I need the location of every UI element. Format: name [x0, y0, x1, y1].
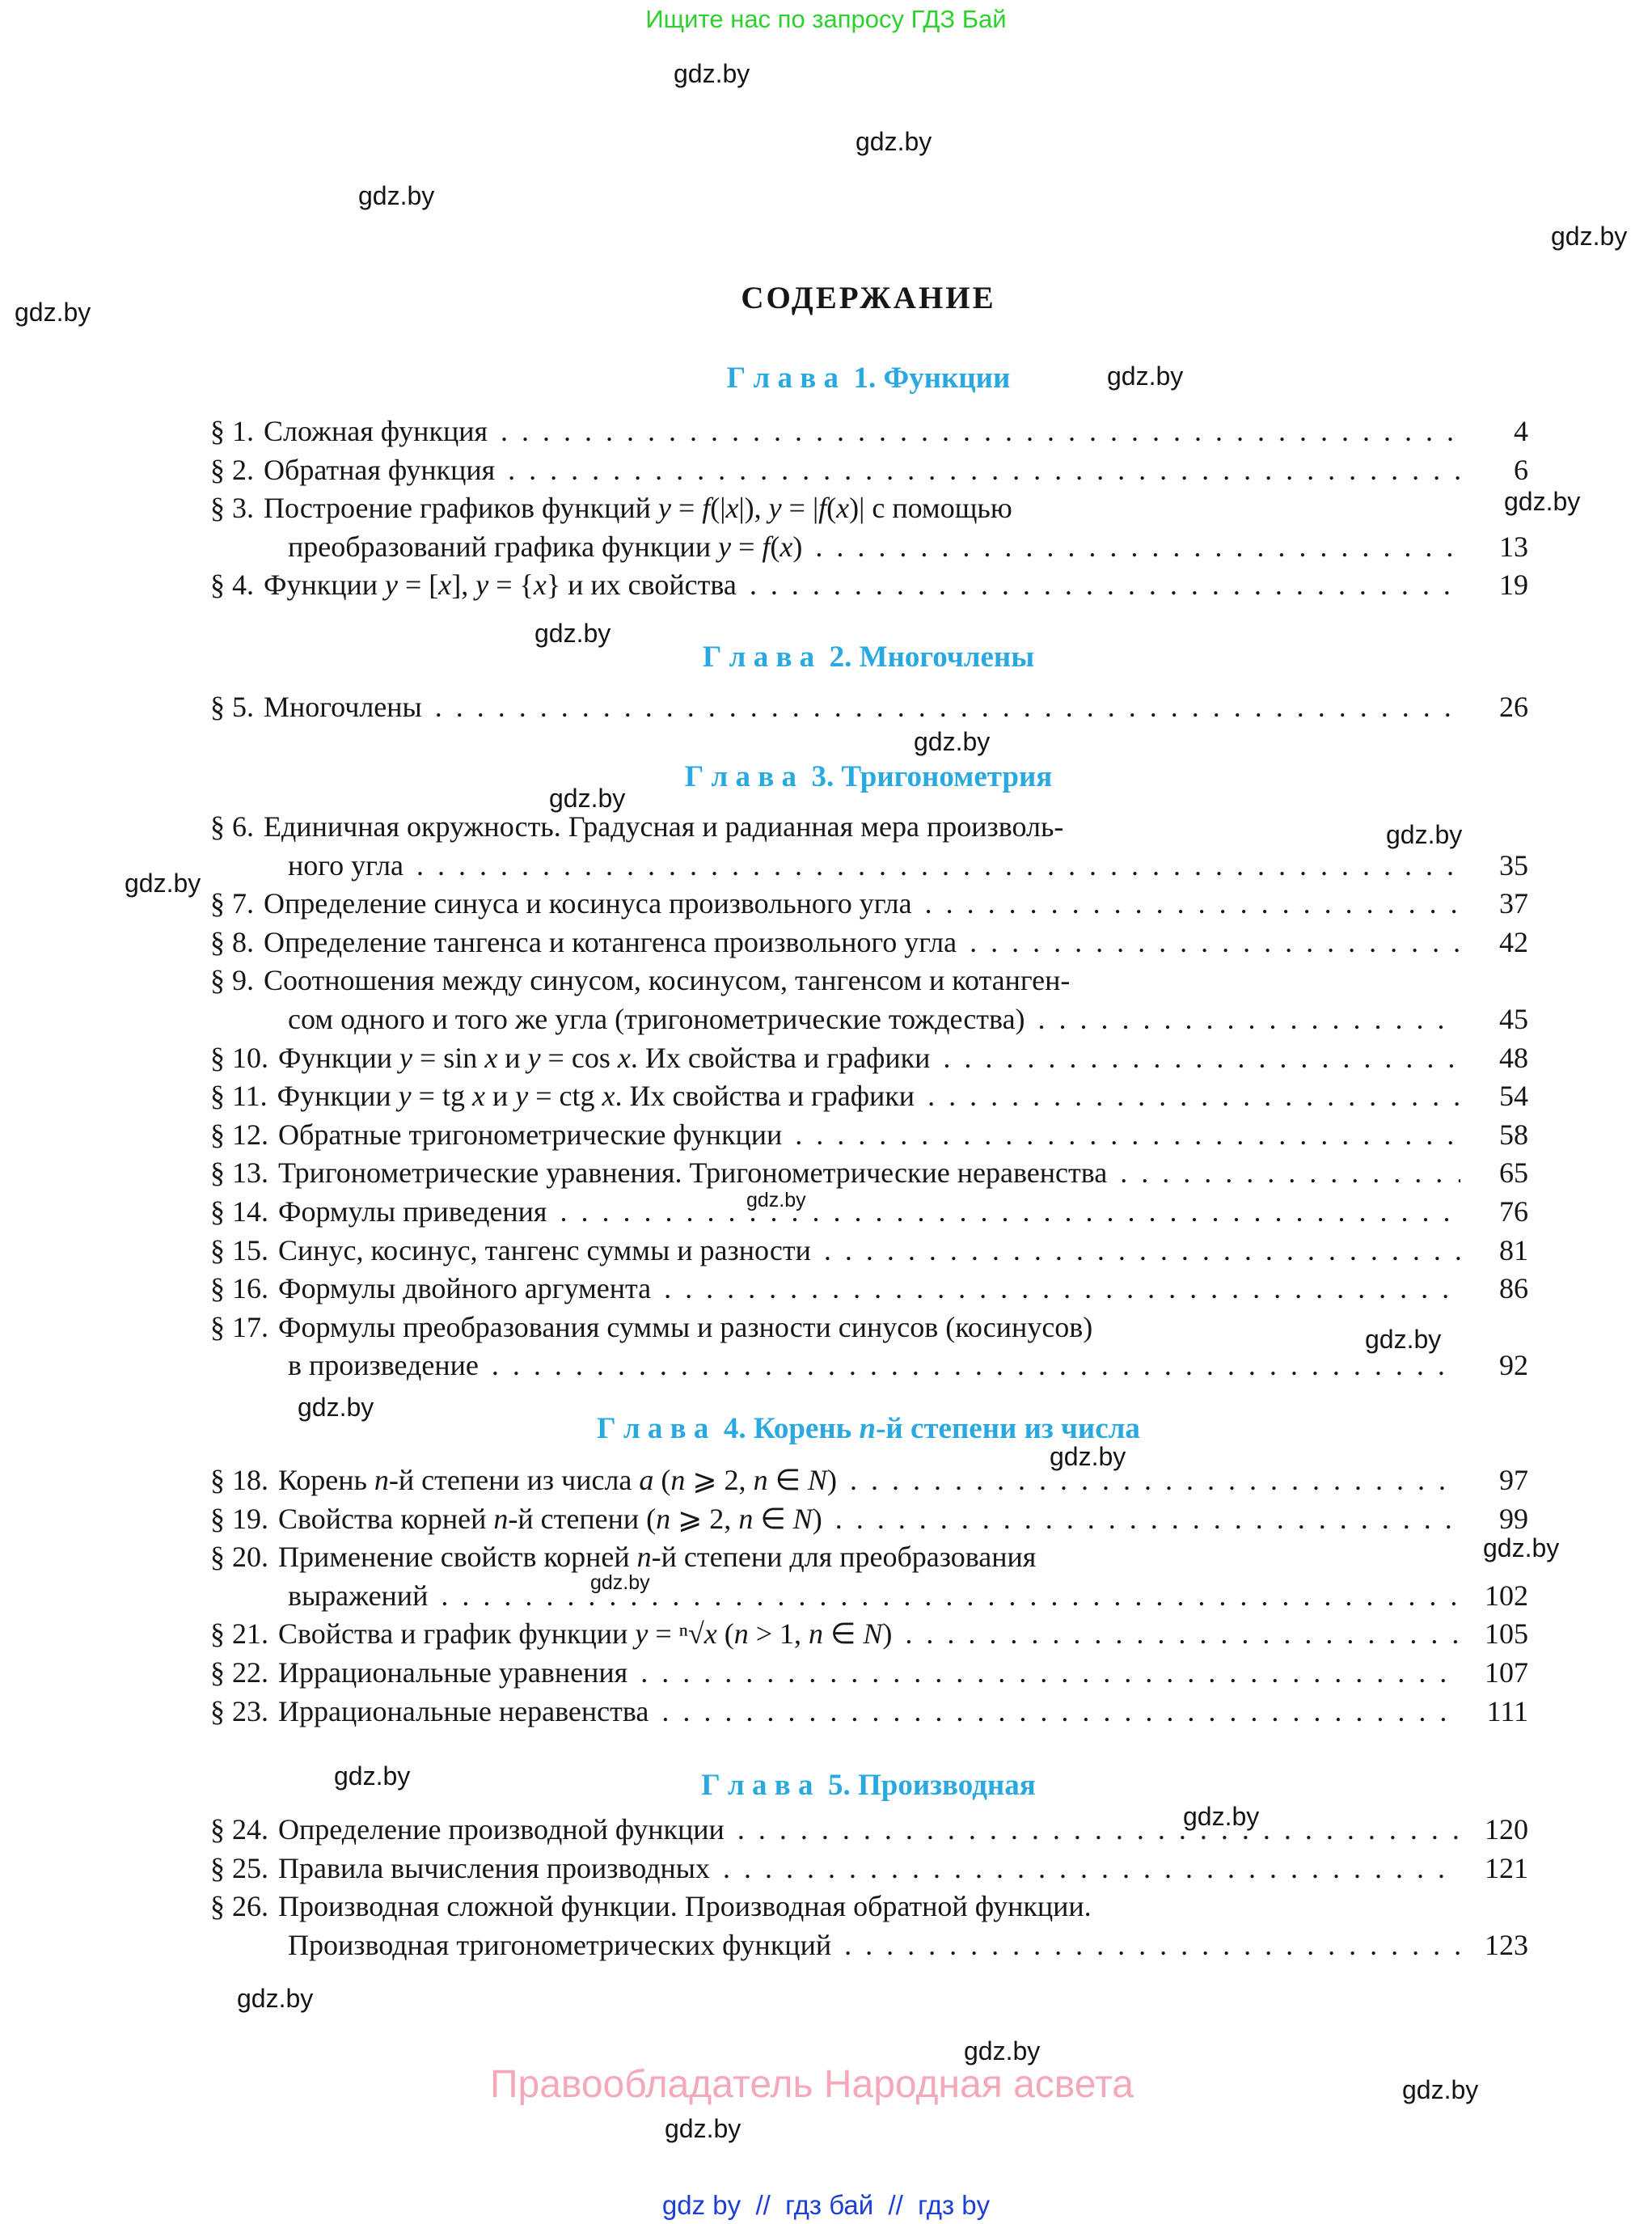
entry-title: Синус, косинус, тангенс суммы и разности	[278, 1233, 811, 1266]
toc-entry-line	[210, 1232, 1528, 1271]
dot-leader	[640, 1654, 1460, 1693]
entry-page: 37	[1499, 887, 1528, 920]
dot-leader	[1120, 1154, 1460, 1193]
watermark-gdz: gdz.by	[1050, 1442, 1126, 1471]
entry-title: Соотношения между синусом, косинусом, тангенсом и котанген-	[264, 964, 1071, 997]
entry-number: § 3.	[210, 492, 254, 525]
watermark-gdz: gdz.by	[665, 2114, 741, 2143]
entry-number: § 21.	[210, 1617, 268, 1651]
footer-links[interactable]: gdz by // гдз бай // гдз by	[661, 2190, 991, 2220]
entry-number: § 26.	[210, 1890, 268, 1923]
toc-entry-line	[210, 962, 1528, 1000]
toc-entry-line	[210, 566, 1528, 605]
entry-title: Функции y = tg x и y = ctg x. Их свойства и графики	[277, 1080, 915, 1113]
chapter-heading: Г л а в а 3. Тригонометрия	[684, 760, 1053, 793]
watermark-gdz: gdz.by	[1183, 1802, 1260, 1831]
watermark-gdz: gdz.by	[125, 869, 201, 898]
toc-entry-line	[210, 1116, 1528, 1155]
entry-page: 54	[1499, 1080, 1528, 1113]
toc-entry-line	[210, 1577, 1528, 1616]
entry-page: 19	[1499, 569, 1528, 602]
entry-number: § 22.	[210, 1655, 268, 1689]
entry-number: § 18.	[210, 1464, 268, 1496]
toc-entry-line	[210, 847, 1528, 886]
entry-number: § 6.	[210, 810, 254, 843]
entry-page: 81	[1499, 1233, 1528, 1266]
entry-title: Производная тригонометрических функций	[288, 1928, 832, 1961]
toc-entry-line	[210, 1309, 1528, 1347]
dot-leader	[943, 1039, 1460, 1078]
chapter-entries	[210, 1811, 1528, 1964]
toc-entry-line	[210, 1693, 1528, 1731]
entry-number: § 16.	[210, 1272, 268, 1305]
dot-leader	[1038, 1000, 1460, 1039]
dot-leader	[835, 1500, 1460, 1539]
entry-title: Тригонометрические уравнения. Тригонометрические неравенства	[278, 1156, 1108, 1190]
entry-number: § 20.	[210, 1541, 268, 1574]
toc-entry-line	[210, 1039, 1528, 1078]
dot-leader	[925, 885, 1460, 924]
entry-title: Обратные тригонометрические функции	[278, 1118, 783, 1151]
chapter-entries	[210, 1461, 1528, 1731]
dot-leader	[508, 451, 1460, 490]
entry-title: Единичная окружность. Градусная и радианная мера произволь-	[264, 810, 1064, 843]
entry-number: § 19.	[210, 1502, 268, 1535]
chapter-entries	[210, 808, 1528, 1385]
entry-title: Формулы двойного аргумента	[278, 1272, 652, 1305]
toc-entry-line	[210, 1926, 1528, 1965]
watermark-gdz: gdz.by	[1107, 362, 1184, 391]
entry-page: 99	[1499, 1502, 1528, 1535]
entry-number: § 11.	[210, 1080, 268, 1113]
entry-number: § 25.	[210, 1851, 268, 1884]
entry-title: Определение тангенса и котангенса произвольного угла	[264, 925, 957, 958]
entry-title: Функции y = sin x и y = cos x. Их свойства и графики	[278, 1041, 931, 1074]
watermark-gdz: gdz.by	[746, 1189, 806, 1211]
entry-page: 86	[1499, 1272, 1528, 1305]
chapter-entries	[210, 412, 1528, 605]
entry-number: § 2.	[210, 453, 254, 486]
chapter-heading: Г л а в а 4. Корень n-й степени из числа	[597, 1412, 1140, 1445]
dot-leader	[435, 688, 1460, 727]
dot-leader	[844, 1926, 1460, 1965]
watermark-gdz: gdz.by	[237, 1984, 314, 2013]
entry-page: 111	[1486, 1694, 1528, 1727]
watermark-gdz: gdz.by	[334, 1761, 411, 1791]
toc-entry-line	[210, 1000, 1528, 1039]
entry-title: Корень n-й степени из числа a (n ⩾ 2, n ∈ N)	[278, 1464, 837, 1496]
watermark-gdz: gdz.by	[964, 2036, 1041, 2065]
entry-title: Формулы преобразования суммы и разности синусов (косинусов)	[278, 1310, 1093, 1343]
entry-number: § 12.	[210, 1118, 268, 1151]
entry-page: 45	[1499, 1002, 1528, 1035]
entry-title: Многочлены	[264, 691, 422, 723]
entry-number: § 15.	[210, 1233, 268, 1266]
entry-page: 107	[1485, 1655, 1528, 1689]
toc-entry-line	[210, 1811, 1528, 1850]
entry-title: в произведение	[288, 1349, 479, 1382]
entry-title: Иррациональные уравнения	[278, 1655, 628, 1689]
entry-number: § 1.	[210, 415, 254, 447]
entry-page: 26	[1499, 691, 1528, 723]
dot-leader	[905, 1615, 1460, 1654]
chapter-heading: Г л а в а 1. Функции	[726, 362, 1011, 395]
entry-page: 35	[1499, 848, 1528, 882]
entry-page: 13	[1499, 530, 1528, 563]
entry-number: § 24.	[210, 1813, 268, 1846]
entry-number: § 10.	[210, 1041, 268, 1074]
entry-number: § 13.	[210, 1156, 268, 1190]
entry-number: § 9.	[210, 964, 254, 997]
entry-page: 121	[1485, 1851, 1528, 1884]
toc-entry-line	[210, 528, 1528, 567]
watermark-gdz: gdz.by	[1365, 1325, 1442, 1354]
entry-page: 102	[1485, 1579, 1528, 1612]
entry-title: Иррациональные неравенства	[278, 1694, 649, 1727]
entry-page: 42	[1499, 925, 1528, 958]
entry-title: Определение синуса и косинуса произвольного угла	[264, 887, 912, 920]
watermark-gdz: gdz.by	[1504, 487, 1581, 516]
watermark-gdz: gdz.by	[590, 1571, 650, 1594]
toc-entry-line	[210, 688, 1528, 727]
dot-leader	[750, 566, 1460, 605]
entry-page: 123	[1485, 1928, 1528, 1961]
watermark-gdz: gdz.by	[534, 619, 611, 648]
entry-number: § 7.	[210, 887, 254, 920]
toc-entry-line	[210, 1270, 1528, 1309]
entry-title: Правила вычисления производных	[278, 1851, 710, 1884]
toc-entry-line	[210, 885, 1528, 924]
promo-banner: Ищите нас по запросу ГДЗ Бай	[645, 5, 1007, 33]
dot-leader	[927, 1077, 1460, 1116]
entry-title: Сложная функция	[264, 415, 488, 447]
entry-title: ного угла	[288, 848, 404, 882]
entry-page: 120	[1485, 1813, 1528, 1846]
dot-leader	[824, 1232, 1460, 1271]
entry-title: Функции y = [x], y = {x} и их свойства	[264, 569, 737, 602]
entry-title: Определение производной функции	[278, 1813, 725, 1846]
entry-page: 65	[1499, 1156, 1528, 1190]
entry-title: сом одного и того же угла (тригонометрические тождества)	[288, 1002, 1025, 1035]
watermark-gdz: gdz.by	[15, 298, 91, 327]
entry-title: преобразований графика функции y = f(x)	[288, 530, 803, 563]
entry-title: Производная сложной функции. Производная обратной функции.	[278, 1890, 1092, 1923]
entry-page: 92	[1499, 1349, 1528, 1382]
toc-entry-line	[210, 1347, 1528, 1385]
entry-page: 48	[1499, 1041, 1528, 1074]
watermark-gdz: gdz.by	[1386, 820, 1463, 849]
toc-entry-line	[210, 1154, 1528, 1193]
copyright-line: Правообладатель Народная асвета	[490, 2063, 1134, 2106]
dot-leader	[737, 1811, 1460, 1850]
toc-entry-line	[210, 808, 1528, 847]
dot-leader	[661, 1693, 1460, 1731]
toc-entry-line	[210, 1193, 1528, 1232]
toc-entry-line	[210, 1077, 1528, 1116]
chapter-entries	[210, 688, 1528, 727]
entry-page: 76	[1499, 1194, 1528, 1228]
toc-entry-line	[210, 1538, 1528, 1577]
dot-leader	[492, 1347, 1460, 1385]
watermark-gdz: gdz.by	[1551, 222, 1628, 251]
dot-leader	[664, 1270, 1460, 1309]
entry-number: § 4.	[210, 569, 254, 602]
entry-number: § 14.	[210, 1194, 268, 1228]
watermark-gdz: gdz.by	[358, 181, 435, 210]
chapter-heading: Г л а в а 2. Многочлены	[702, 641, 1035, 674]
watermark-gdz: gdz.by	[856, 127, 932, 156]
entry-number: § 17.	[210, 1310, 268, 1343]
entry-page: 6	[1514, 453, 1528, 486]
toc-entry-line	[210, 1500, 1528, 1539]
dot-leader	[501, 412, 1460, 451]
entry-title: Формулы приведения	[278, 1194, 547, 1228]
toc-entry-line	[210, 412, 1528, 451]
watermark-gdz: gdz.by	[914, 727, 991, 756]
entry-title: Обратная функция	[264, 453, 496, 486]
toc-entry-line	[210, 1615, 1528, 1654]
entry-title: Построение графиков функций y = f(|x|), y = |f(x)| с помощью	[264, 492, 1012, 525]
entry-title: Применение свойств корней n-й степени для преобразования	[278, 1541, 1037, 1574]
toc-entry-line	[210, 1850, 1528, 1888]
dot-leader	[815, 528, 1460, 567]
page-title: СОДЕРЖАНИЕ	[741, 281, 996, 315]
watermark-gdz: gdz.by	[549, 784, 626, 813]
entry-title: Свойства корней n-й степени (n ⩾ 2, n ∈ N)	[278, 1502, 822, 1535]
toc-entry-line	[210, 489, 1528, 528]
entry-page: 105	[1485, 1617, 1528, 1651]
toc-entry-line	[210, 451, 1528, 490]
entry-title: Свойства и график функции y = ⁿ√x (n > 1, n ∈ N)	[278, 1617, 893, 1651]
toc-entry-line	[210, 1654, 1528, 1693]
toc-entry-line	[210, 1888, 1528, 1926]
dot-leader	[416, 847, 1460, 886]
watermark-gdz: gdz.by	[298, 1393, 374, 1422]
dot-leader	[970, 924, 1460, 962]
watermark-gdz: gdz.by	[1483, 1533, 1560, 1562]
entry-page: 97	[1499, 1464, 1528, 1496]
entry-title: выражений	[288, 1579, 429, 1612]
dot-leader	[795, 1116, 1460, 1155]
entry-page: 58	[1499, 1118, 1528, 1151]
dot-leader	[560, 1193, 1460, 1232]
entry-number: § 23.	[210, 1694, 268, 1727]
dot-leader	[723, 1850, 1460, 1888]
entry-number: § 5.	[210, 691, 254, 723]
chapter-heading: Г л а в а 5. Производная	[701, 1769, 1036, 1802]
watermark-gdz: gdz.by	[1402, 2075, 1479, 2104]
dot-leader	[850, 1461, 1460, 1500]
watermark-gdz: gdz.by	[674, 59, 750, 88]
toc-entry-line	[210, 1461, 1528, 1500]
entry-page: 4	[1514, 415, 1528, 447]
toc-entry-line	[210, 924, 1528, 962]
entry-number: § 8.	[210, 925, 254, 958]
